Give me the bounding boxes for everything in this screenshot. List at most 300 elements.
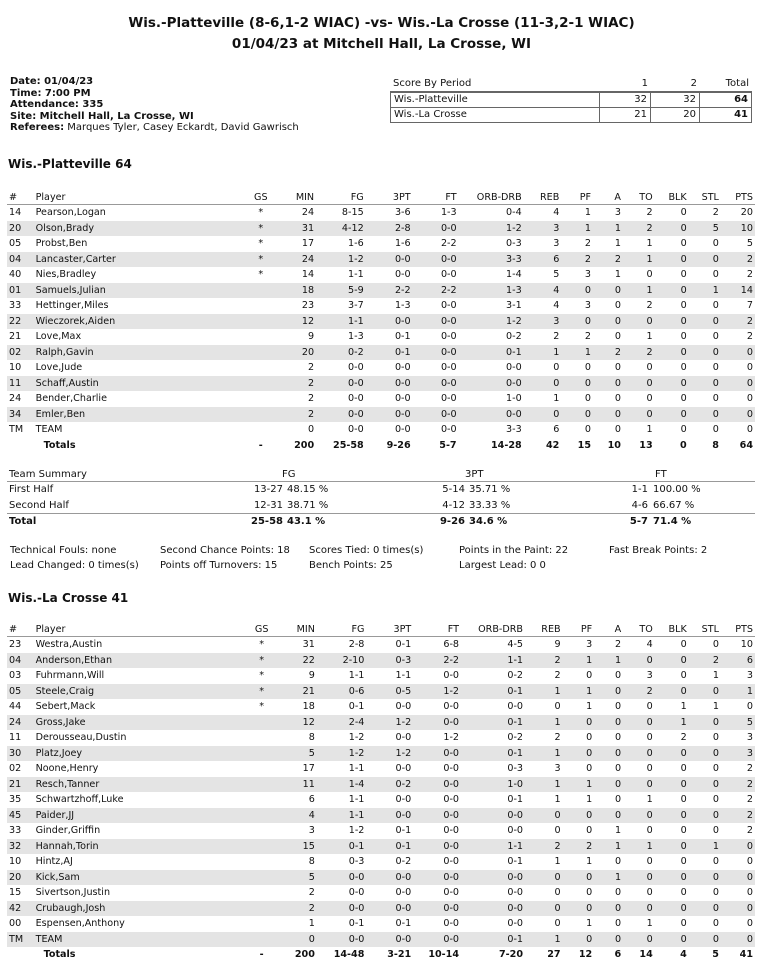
- cell-reb: 4: [524, 283, 562, 299]
- totals-row: [7, 438, 755, 454]
- scores-tied: Scores Tied: 0 times(s): [309, 545, 424, 556]
- cell-3pt: 1-6: [394, 238, 411, 250]
- cell-reb: 5: [553, 269, 560, 281]
- cell-pf: 0: [563, 715, 595, 731]
- cell-3pt: 2-8: [366, 221, 413, 237]
- game-info: [10, 76, 299, 134]
- cell-3pt: 0-0: [395, 763, 412, 775]
- col-header-pts: PTS: [721, 190, 755, 205]
- cell-pf: 2: [584, 331, 591, 343]
- cell-orb-drb: 0-1: [461, 932, 525, 948]
- cell-to: 2: [623, 345, 655, 361]
- cell-3pt: 0-0: [366, 252, 413, 268]
- cell-fg: 0-1: [348, 701, 365, 713]
- cell-gs: [245, 298, 277, 314]
- cell-stl: 0: [712, 794, 719, 806]
- cell-ft: 0-0: [443, 763, 460, 775]
- cell-reb: 1: [525, 715, 563, 731]
- total-stl: 8: [712, 439, 719, 451]
- cell-pf: 1: [563, 653, 595, 669]
- cell-fg: 0-3: [348, 856, 365, 868]
- info-referees: [10, 122, 299, 134]
- referees-names: Marques Tyler, Casey Eckardt, David Gawrisch: [67, 122, 299, 134]
- cell-player: Paider,JJ: [34, 808, 246, 824]
- cell-min: 2: [308, 887, 315, 899]
- cell-jersey: 02: [7, 345, 34, 361]
- cell-a: 0: [594, 715, 623, 731]
- cell-pf: 0: [584, 424, 591, 436]
- cell-orb-drb: 0-2: [507, 670, 524, 682]
- player-row: [7, 205, 755, 221]
- team2-heading: Wis.-La Crosse 41: [8, 591, 129, 605]
- col-header-ft: FT: [413, 622, 461, 637]
- cell-3pt: 0-1: [366, 839, 413, 855]
- cell-blk: 0: [680, 918, 687, 930]
- cell-ft: 2-2: [440, 238, 457, 250]
- cell-player: Bender,Charlie: [35, 393, 107, 405]
- cell-jersey: 10: [9, 856, 22, 868]
- cell-blk: 0: [680, 331, 687, 343]
- cell-pts: 0: [721, 870, 755, 886]
- cell-fg: 2-4: [317, 715, 367, 731]
- cell-pf: 0: [586, 825, 593, 837]
- cell-pf: 1: [586, 794, 593, 806]
- cell-ft: 0-0: [413, 407, 459, 423]
- cell-to: 1: [646, 794, 653, 806]
- cell-min: 18: [302, 701, 315, 713]
- cell-pts: 2: [721, 808, 755, 824]
- cell-pts: 7: [746, 300, 753, 312]
- team1-box-score: [7, 190, 755, 453]
- player-row: [7, 653, 755, 669]
- cell-pf: 1: [561, 345, 593, 361]
- cell-jersey: 00: [9, 918, 22, 930]
- cell-fg: 1-1: [348, 763, 365, 775]
- cell-min: 5: [277, 870, 316, 886]
- score-by-period-label: Score By Period: [393, 78, 472, 89]
- cell-player: TEAM: [34, 932, 246, 948]
- cell-a: 0: [614, 393, 621, 405]
- cell-stl: 0: [712, 887, 719, 899]
- cell-to: 0: [623, 314, 655, 330]
- cell-a: 0: [615, 701, 622, 713]
- cell-3pt: 1-2: [366, 715, 413, 731]
- total-to: 13: [639, 439, 653, 451]
- cell-3pt: 0-0: [394, 362, 411, 374]
- team-summary-header: [7, 467, 755, 482]
- cell-gs: *: [258, 269, 264, 281]
- cell-orb-drb: 1-3: [459, 283, 524, 299]
- cell-orb-drb: 0-1: [507, 856, 524, 868]
- cell-jersey: TM: [7, 932, 34, 948]
- cell-ft: 0-0: [443, 701, 460, 713]
- cell-pf: 2: [563, 839, 595, 855]
- cell-min: 12: [277, 715, 316, 731]
- box-header-row: [7, 190, 755, 205]
- cell-player: Noone,Henry: [35, 763, 99, 775]
- cell-min: 0: [277, 932, 316, 948]
- cell-orb-drb: 0-1: [461, 746, 525, 762]
- cell-blk: 0: [680, 393, 687, 405]
- cell-ft: 0-0: [413, 839, 461, 855]
- cell-fg: 1-1: [348, 794, 365, 806]
- cell-fg: 8-15: [341, 207, 364, 219]
- cell-3pt: 0-0: [395, 701, 412, 713]
- summary-fg: 13-27: [253, 484, 283, 495]
- cell-pts: 0: [721, 345, 755, 361]
- total-blk: 4: [680, 949, 687, 961]
- cell-to: 0: [646, 763, 653, 775]
- player-row: [7, 885, 755, 901]
- cell-reb: 6: [524, 252, 562, 268]
- player-row: [7, 777, 755, 793]
- cell-pf: 0: [586, 763, 593, 775]
- player-row: [7, 252, 755, 268]
- cell-stl: 1: [712, 670, 719, 682]
- cell-blk: 0: [680, 238, 687, 250]
- cell-min: 6: [308, 794, 315, 806]
- cell-gs: [245, 376, 277, 392]
- cell-player: Anderson,Ethan: [34, 653, 246, 669]
- cell-min: 22: [277, 653, 316, 669]
- cell-pf: 1: [586, 701, 593, 713]
- cell-fg: 3-7: [348, 300, 364, 312]
- cell-blk: 0: [680, 362, 687, 374]
- cell-player: TEAM: [35, 424, 63, 436]
- cell-stl: 1: [712, 701, 719, 713]
- cell-fg: 0-2: [316, 345, 366, 361]
- cell-pf: 3: [584, 269, 591, 281]
- cell-a: 0: [594, 932, 623, 948]
- cell-reb: 9: [554, 639, 561, 651]
- cell-gs: [246, 854, 278, 870]
- cell-blk: 0: [655, 870, 689, 886]
- summary-fg: 25-58: [251, 516, 283, 527]
- cell-min: 9: [308, 670, 315, 682]
- summary-ft-pct: 71.4 %: [653, 516, 692, 527]
- cell-pts: 2: [746, 794, 753, 806]
- cell-a: 0: [594, 684, 623, 700]
- cell-stl: 0: [712, 300, 719, 312]
- player-row: [7, 668, 755, 684]
- cell-fg: 1-2: [348, 732, 365, 744]
- cell-orb-drb: 0-0: [461, 808, 525, 824]
- summary-ft: 4-6: [631, 499, 648, 511]
- cell-orb-drb: 1-0: [506, 393, 522, 405]
- game-date-location: 01/04/23 at Mitchell Hall, La Crosse, WI: [231, 36, 532, 52]
- cell-to: 1: [646, 918, 653, 930]
- cell-ft: 0-0: [443, 794, 460, 806]
- summary-name: Second Half: [9, 499, 69, 511]
- summary-fg: 12-31: [253, 499, 283, 511]
- cell-pts: 0: [746, 856, 753, 868]
- player-row: [7, 901, 755, 917]
- cell-player: Olson,Brady: [34, 221, 245, 237]
- cell-player: Wieczorek,Aiden: [34, 314, 245, 330]
- cell-pts: 3: [746, 732, 753, 744]
- cell-3pt: 1-1: [395, 670, 412, 682]
- cell-fg: 1-4: [317, 777, 367, 793]
- cell-ft: 0-0: [413, 345, 459, 361]
- col-header-reb: REB: [524, 190, 562, 205]
- cell-pf: 0: [586, 732, 593, 744]
- cell-blk: 0: [680, 207, 687, 219]
- cell-to: 0: [646, 887, 653, 899]
- cell-fg: 1-1: [348, 269, 364, 281]
- cell-orb-drb: 3-1: [506, 300, 522, 312]
- cell-blk: 0: [680, 300, 687, 312]
- cell-orb-drb: 0-0: [507, 825, 524, 837]
- cell-3pt: 0-1: [395, 639, 412, 651]
- cell-stl: 0: [712, 918, 719, 930]
- cell-player: Samuels,Julian: [34, 283, 245, 299]
- cell-blk: 0: [680, 887, 687, 899]
- cell-player: Probst,Ben: [35, 238, 88, 250]
- cell-stl: 0: [712, 331, 719, 343]
- cell-min: 2: [277, 901, 316, 917]
- cell-player: Hintz,AJ: [35, 856, 73, 868]
- total-to: 14: [639, 949, 653, 961]
- cell-fg: 5-9: [316, 283, 366, 299]
- cell-stl: 0: [712, 825, 719, 837]
- lead-changed: Lead Changed: 0 times(s): [10, 560, 139, 571]
- cell-reb: 3: [524, 314, 562, 330]
- cell-blk: 0: [655, 221, 689, 237]
- col-header-to: TO: [623, 190, 655, 205]
- cell-ft: 0-0: [413, 746, 461, 762]
- cell-a: 0: [614, 331, 621, 343]
- cell-orb-drb: 0-0: [507, 701, 524, 713]
- summary-row: [7, 498, 755, 514]
- cell-blk: 0: [680, 794, 687, 806]
- summary-name: Total: [9, 516, 37, 527]
- cell-a: 0: [615, 856, 622, 868]
- cell-a: 0: [615, 887, 622, 899]
- total-orb-drb: 7-20: [499, 949, 524, 961]
- total-reb: 42: [545, 439, 560, 451]
- cell-min: 2: [308, 393, 315, 405]
- col-header-min: MIN: [277, 190, 316, 205]
- cell-jersey: 05: [9, 238, 22, 250]
- cell-pf: 0: [561, 407, 593, 423]
- cell-pts: 14: [721, 283, 755, 299]
- player-row: [7, 854, 755, 870]
- cell-ft: 0-0: [440, 362, 457, 374]
- cell-a: 0: [615, 794, 622, 806]
- cell-gs: [245, 329, 277, 345]
- period-2-header: 2: [690, 78, 697, 89]
- team2-box-score: [7, 622, 755, 963]
- cell-reb: 2: [525, 653, 563, 669]
- cell-orb-drb: 0-0: [507, 887, 524, 899]
- cell-fg: 0-0: [317, 932, 367, 948]
- cell-a: 0: [614, 300, 621, 312]
- cell-a: 0: [614, 362, 621, 374]
- cell-stl: 0: [712, 269, 719, 281]
- player-row: [7, 329, 755, 345]
- info-date: Date: 01/04/23: [10, 76, 94, 87]
- cell-fg: 0-1: [348, 918, 365, 930]
- player-row: [7, 730, 755, 746]
- cell-3pt: 0-0: [395, 887, 412, 899]
- cell-pf: 0: [584, 393, 591, 405]
- cell-stl: 0: [689, 407, 721, 423]
- cell-jersey: 42: [7, 901, 34, 917]
- cell-orb-drb: 3-3: [506, 424, 522, 436]
- cell-pf: 0: [561, 283, 593, 299]
- cell-player: Resch,Tanner: [34, 777, 246, 793]
- cell-jersey: TM: [9, 424, 24, 436]
- cell-blk: 0: [655, 252, 689, 268]
- cell-gs: [245, 283, 277, 299]
- cell-pf: 1: [586, 918, 593, 930]
- total-pts: 41: [739, 949, 753, 961]
- summary-ft: 1-1: [631, 484, 648, 495]
- cell-pf: 0: [584, 362, 591, 374]
- cell-fg: 0-0: [348, 424, 364, 436]
- cell-reb: 0: [524, 407, 562, 423]
- cell-pts: 2: [746, 331, 753, 343]
- largest-lead: Largest Lead: 0 0: [459, 560, 546, 571]
- cell-to: 2: [623, 684, 655, 700]
- cell-gs: [246, 901, 278, 917]
- cell-pts: 2: [721, 777, 755, 793]
- cell-to: 0: [623, 777, 655, 793]
- cell-ft: 2-2: [413, 283, 459, 299]
- cell-jersey: 10: [9, 362, 22, 374]
- cell-stl: 0: [689, 901, 721, 917]
- cell-reb: 1: [525, 777, 563, 793]
- cell-orb-drb: 1-2: [459, 221, 524, 237]
- cell-stl: 0: [712, 732, 719, 744]
- player-row: [7, 916, 755, 932]
- cell-to: 0: [623, 715, 655, 731]
- cell-a: 0: [615, 763, 622, 775]
- cell-3pt: 0-0: [394, 424, 411, 436]
- player-row: [7, 761, 755, 777]
- cell-fg: 1-1: [316, 314, 366, 330]
- player-row: [7, 391, 755, 407]
- col-header-gs: GS: [245, 190, 277, 205]
- cell-stl: 0: [712, 856, 719, 868]
- cell-reb: 1: [525, 932, 563, 948]
- cell-blk: 0: [655, 777, 689, 793]
- cell-pf: 0: [563, 870, 595, 886]
- cell-pf: 3: [584, 300, 591, 312]
- cell-jersey: 33: [9, 825, 22, 837]
- score-team: Wis.-La Crosse: [394, 109, 467, 120]
- cell-3pt: 0-1: [395, 918, 412, 930]
- cell-orb-drb: 3-3: [459, 252, 524, 268]
- cell-pf: 0: [586, 887, 593, 899]
- cell-player: Lancaster,Carter: [34, 252, 245, 268]
- cell-gs: *: [259, 639, 265, 651]
- cell-stl: 1: [689, 839, 721, 855]
- cell-pf: 1: [563, 684, 595, 700]
- cell-reb: 1: [524, 345, 562, 361]
- cell-to: 0: [623, 746, 655, 762]
- cell-jersey: 11: [7, 376, 34, 392]
- team-summary: [7, 467, 755, 530]
- cell-gs: [245, 360, 277, 376]
- cell-to: 1: [623, 252, 655, 268]
- cell-gs: [245, 345, 277, 361]
- cell-gs: *: [246, 684, 278, 700]
- cell-fg: 0-0: [316, 407, 366, 423]
- total-3pt: 3-21: [387, 949, 412, 961]
- cell-pts: 2: [721, 314, 755, 330]
- col-header-pf: PF: [563, 622, 595, 637]
- cell-gs: [246, 730, 278, 746]
- cell-reb: 0: [554, 887, 561, 899]
- cell-to: 2: [623, 221, 655, 237]
- cell-min: 1: [308, 918, 315, 930]
- cell-min: 4: [277, 808, 316, 824]
- cell-player: Love,Jude: [35, 362, 83, 374]
- cell-pts: 2: [746, 825, 753, 837]
- cell-player: Espensen,Anthony: [35, 918, 125, 930]
- col-header-gs: GS: [246, 622, 278, 637]
- cell-reb: 4: [553, 207, 560, 219]
- summary-fg-pct: 48.15 %: [287, 484, 329, 495]
- col-header-3pt: 3PT: [366, 622, 413, 637]
- col-header-stl: STL: [689, 190, 721, 205]
- cell-blk: 0: [655, 901, 689, 917]
- cell-stl: 0: [689, 252, 721, 268]
- cell-to: 0: [623, 376, 655, 392]
- cell-stl: 1: [689, 283, 721, 299]
- cell-min: 31: [302, 639, 315, 651]
- cell-jersey: 32: [7, 839, 34, 855]
- cell-a: 0: [593, 407, 623, 423]
- summary-total-row: [7, 513, 755, 530]
- cell-jersey: 21: [7, 777, 34, 793]
- cell-reb: 3: [524, 221, 562, 237]
- fast-break-points: Fast Break Points: 2: [609, 545, 708, 556]
- total-fg: 14-48: [333, 949, 365, 961]
- cell-jersey: 30: [7, 746, 34, 762]
- player-row: [7, 422, 755, 438]
- player-row: [7, 870, 755, 886]
- summary-ft: 5-7: [629, 516, 648, 527]
- cell-stl: 0: [689, 808, 721, 824]
- cell-gs: *: [245, 221, 277, 237]
- cell-jersey: 33: [9, 300, 22, 312]
- cell-player: Schwartzhoff,Luke: [35, 794, 124, 806]
- cell-ft: 0-0: [443, 670, 460, 682]
- score-p2: 20: [683, 109, 696, 120]
- cell-3pt: 0-0: [366, 314, 413, 330]
- cell-reb: 2: [554, 670, 561, 682]
- cell-jersey: 11: [9, 732, 22, 744]
- score-by-period-header: [390, 77, 752, 92]
- cell-gs: *: [246, 653, 278, 669]
- cell-reb: 0: [524, 376, 562, 392]
- cell-pts: 0: [721, 407, 755, 423]
- summary-3pt: 9-26: [439, 516, 465, 527]
- cell-orb-drb: 0-3: [507, 763, 524, 775]
- total-ft: 10-14: [428, 949, 460, 961]
- cell-fg: 0-0: [348, 393, 364, 405]
- player-row: [7, 839, 755, 855]
- cell-fg: 0-1: [317, 839, 367, 855]
- cell-blk: 1: [680, 701, 687, 713]
- cell-reb: 6: [553, 424, 560, 436]
- col-header-reb: REB: [525, 622, 563, 637]
- cell-a: 1: [615, 825, 622, 837]
- cell-a: 0: [615, 918, 622, 930]
- cell-jersey: 45: [7, 808, 34, 824]
